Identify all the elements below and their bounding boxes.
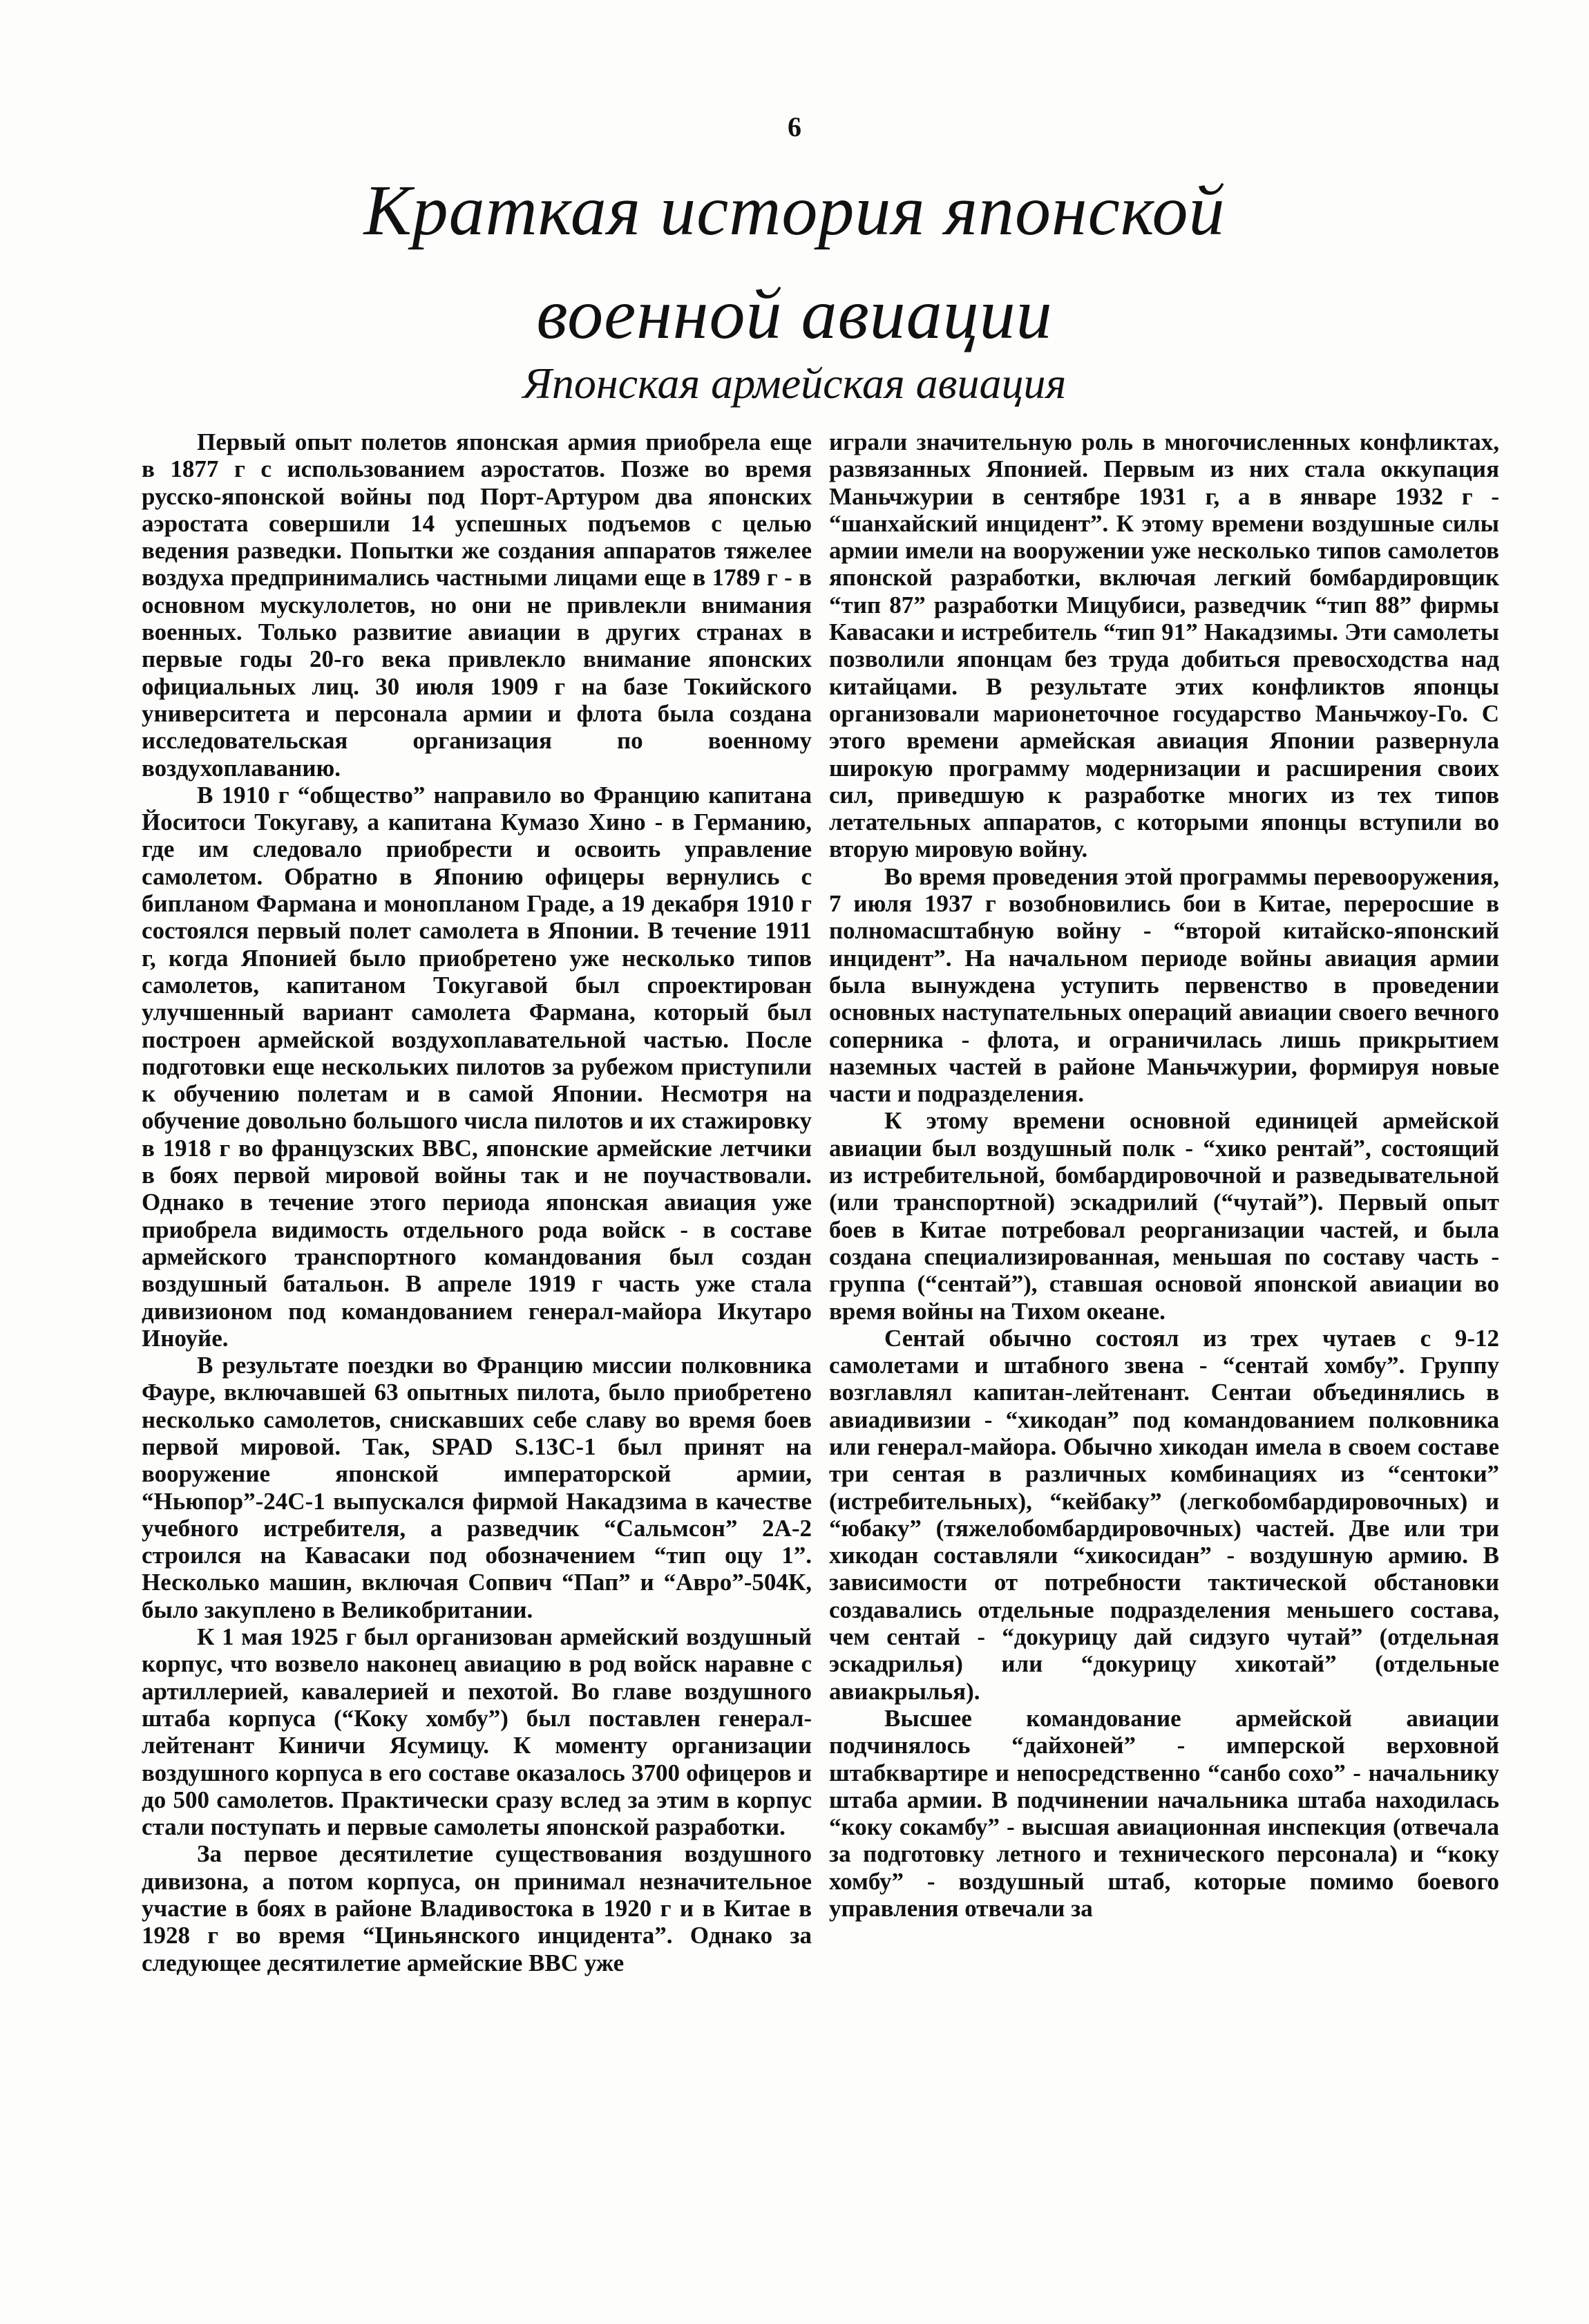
paragraph: К этому времени основной единицей армейской авиации был воздушный полк - “хико рентай”, состоящий из истребительной, бомбардировочной и разведывательной (или транспортной) эскадрилий (“чутай”). Первый опыт боев в Китае потребовал реорганизации частей, и была создана специализированная, меньшая по составу часть - группа (“сентай”), ставшая основой японской авиации во время войны на Тихом океане. bbox=[829, 1107, 1499, 1325]
paragraph: Во время проведения этой программы перевооружения, 7 июля 1937 г возобновились бои в Китае, переросшие в полномасштабную войну - “второй китайско-японский инцидент”. На начальном периоде войны авиация армии была вынуждена уступить первенство в проведении основных наступательных операций авиации своего вечного соперника - флота, и ограничилась лишь прикрытием наземных частей в районе Маньчжурии, формируя новые части и подразделения. bbox=[829, 862, 1499, 1108]
title-line-2: военной авиации bbox=[536, 274, 1053, 354]
paragraph: Первый опыт полетов японская армия приобрела еще в 1877 г с использованием аэростатов. Позже во время русско-японской войны под Порт-Артуром два японских аэростата совершили 14 успешных подъемов с целью ведения разведки. Попытки же создания аппаратов тяжелее воздуха предпринимались частными лицами еще в 1789 г - в основном мускулолетов, но они не привлекли внимания военных. Только развитие авиации в других странах в первые годы 20-го века привлекло внимание японских официальных лиц. 30 июля 1909 г на базе Токийского университета и персонала армии и флота была создана исследовательская организация по военному воздухоплаванию. bbox=[142, 428, 812, 782]
article-title bbox=[0, 159, 1589, 366]
left-column bbox=[142, 428, 812, 1976]
paragraph: За первое десятилетие существования воздушного дивизона, а потом корпуса, он принимал незначительное участие в боях в районе Владивостока в 1920 г и в Китае в 1928 г во время “Циньянского инцидента”. Однако за следующее десятилетие армейские ВВС уже bbox=[142, 1840, 812, 1976]
paragraph: В результате поездки во Францию миссии полковника Фауре, включавшей 63 опытных пилота, было приобретено несколько самолетов, снискавших себе славу во время боев первой мировой. Так, SPAD S.13C-1 был принят на вооружение японской императорской армии, “Ньюпор”-24С-1 выпускался фирмой Накадзима в качестве учебного истребителя, а разведчик “Сальмсон” 2А-2 строился на Кавасаки под обозначением “тип оцу 1”. Несколько машин, включая Сопвич “Пап” и “Авро”-504К, было закуплено в Великобритании. bbox=[142, 1352, 812, 1623]
paragraph: Высшее командование армейской авиации подчинялось “дайхоней” - имперской верховной штабквартире и непосредственно “санбо сохо” - начальнику штаба армии. В подчинении начальника штаба находилась “коку сокамбу” - высшая авиационная инспекция (отвечала за подготовку летного и технического персонала) и “коку хомбу” - воздушный штаб, которые помимо боевого управления отвечали за bbox=[829, 1704, 1499, 1923]
paragraph: играли значительную роль в многочисленных конфликтах, развязанных Японией. Первым из них стала оккупация Маньчжурии в сентябре 1931 г, а в январе 1932 г - “шанхайский инцидент”. К этому времени воздушные силы армии имели на вооружении уже несколько типов самолетов японской разработки, включая легкий бомбардировщик “тип 87” разработки Мицубиси, разведчик “тип 88” фирмы Кавасаки и истребитель “тип 91” Накадзимы. Эти самолеты позволили японцам без труда добиться превосходства над китайцами. В результате этих конфликтов японцы организовали марионеточное государство Маньчжоу-Го. С этого времени армейская авиация Японии развернула широкую программу модернизации и расширения своих сил, приведшую к разработке многих из тех типов летательных аппаратов, с которыми японцы вступили во вторую мировую войну. bbox=[829, 428, 1499, 863]
section-subtitle: Японская армейская авиация bbox=[522, 359, 1067, 408]
paragraph: В 1910 г “общество” направило во Францию капитана Йоситоси Токугаву, а капитана Кумазо Хино - в Германию, где им следовало приобрести и освоить управление самолетом. Обратно в Японию офицеры вернулись с бипланом Фармана и монопланом Граде, а 19 декабря 1910 г состоялся первый полет самолета в Японии. В течение 1911 г, когда Японией было приобретено уже несколько типов самолетов, капитаном Токугавой был спроектирован улучшенный вариант самолета Фармана, который был построен армейской воздухоплавательной частью. После подготовки еще нескольких пилотов за рубежом приступили к обучению полетам и в самой Японии. Несмотря на обучение довольно большого числа пилотов и их стажировку в 1918 г во французских ВВС, японские армейские летчики в боях первой мировой войны так и не поучаствовали. Однако в течение этого периода японская авиация уже приобрела видимость отдельного рода войск - в составе армейского транспортного командования был создан воздушный батальон. В апреле 1919 г часть уже стала дивизионом под командованием генерал-майора Икутаро Иноуйе. bbox=[142, 781, 812, 1352]
page-number: 6 bbox=[788, 111, 801, 142]
paragraph: Сентай обычно состоял из трех чутаев с 9-12 самолетами и штабного звена - “сентай хомбу”. Группу возглавлял капитан-лейтенант. Сентаи объединялись в авиадивизии - “хикодан” под командованием полковника или генерал-майора. Обычно хикодан имела в своем составе три сентая в различных комбинациях из “сентоки” (истребительных), “кейбаку” (легкобомбардировочных) и “юбаку” (тяжелобомбардировочных) частей. Две или три хикодан составляли “хикосидан” - воздушную армию. В зависимости от потребности тактической обстановки создавались отдельные подразделения меньшего состава, чем сентай - “докурицу дай сидзуго чутай” (отдельная эскадрилья) или “докурицу хикотай” (отдельные авиакрылья). bbox=[829, 1324, 1499, 1705]
right-column bbox=[829, 428, 1499, 1922]
paragraph: К 1 мая 1925 г был организован армейский воздушный корпус, что возвело наконец авиацию в род войск наравне с артиллерией, кавалерией и пехотой. Во главе воздушного штаба корпуса (“Коку хомбу”) был поставлен генерал-лейтенант Киничи Ясумицу. К моменту организации воздушного корпуса в его составе оказалось 3700 офицеров и до 500 самолетов. Практически сразу вслед за этим в корпус стали поступать и первые самолеты японской разработки. bbox=[142, 1623, 812, 1841]
title-line-1: Краткая история японской bbox=[363, 171, 1226, 250]
